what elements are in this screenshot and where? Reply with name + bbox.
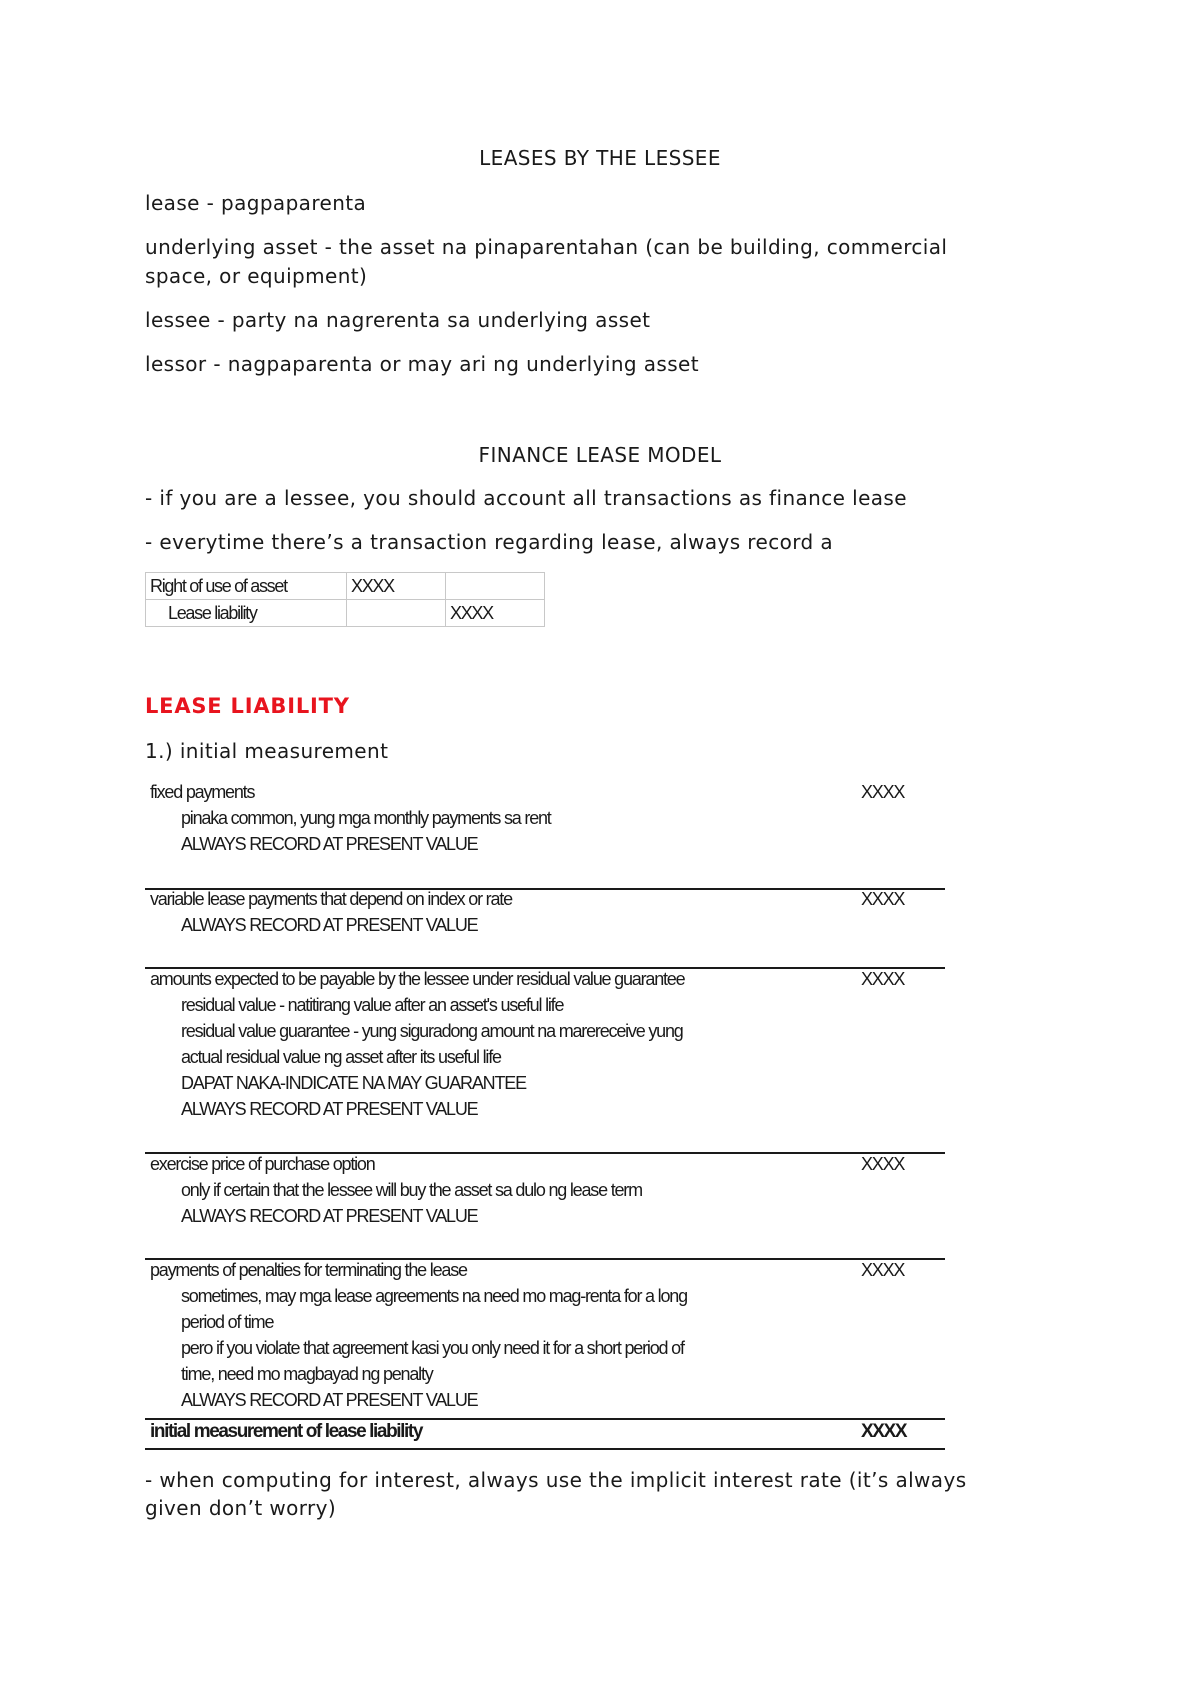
section-note: period of time (181, 1312, 274, 1332)
page-title: LEASES BY THE LESSEE (479, 146, 721, 170)
credit-cell: XXXX (446, 600, 545, 627)
finance-model-bullet-1: - if you are a lessee, you should account all transactions as finance lease (145, 486, 907, 510)
account-cell: Lease liability (146, 600, 347, 627)
section-note: ALWAYS RECORD AT PRESENT VALUE (181, 834, 478, 854)
credit-cell (446, 573, 545, 600)
section-note: pinaka common, yung mga monthly payments sa rent (181, 808, 551, 828)
residual-value-guarantee-section (145, 966, 945, 1122)
finance-model-bullet-2: - everytime there’s a transaction regarding lease, always record a (145, 530, 834, 554)
section-note: ALWAYS RECORD AT PRESENT VALUE (181, 1099, 478, 1119)
purchase-option-section (145, 1151, 945, 1229)
definition-underlying-asset-line1: underlying asset - the asset na pinaparentahan (can be building, commercial (145, 235, 948, 259)
section-amount: XXXX (861, 969, 905, 989)
section-note: only if certain that the lessee will buy the asset sa dulo ng lease term (181, 1180, 642, 1200)
termination-penalties-section (145, 1257, 945, 1413)
section-note: ALWAYS RECORD AT PRESENT VALUE (181, 1206, 478, 1226)
variable-payments-section (145, 886, 945, 938)
total-label: initial measurement of lease liability (150, 1421, 423, 1442)
section-note: DAPAT NAKA-INDICATE NA MAY GUARANTEE (181, 1073, 526, 1093)
definition-underlying-asset-line2: space, or equipment) (145, 264, 368, 288)
interest-note-line2: given don’t worry) (145, 1496, 337, 1520)
section-note: actual residual value ng asset after its useful life (181, 1047, 501, 1067)
total-underline (145, 1448, 945, 1450)
section-amount: XXXX (861, 782, 905, 802)
journal-entry-row (146, 600, 545, 627)
journal-entry-row (146, 573, 545, 600)
section-amount: XXXX (861, 1260, 905, 1280)
interest-note-line1: - when computing for interest, always use the implicit interest rate (it’s always (145, 1468, 967, 1492)
section-note: pero if you violate that agreement kasi you only need it for a short period of (181, 1338, 684, 1358)
section-heading: exercise price of purchase option (150, 1154, 375, 1174)
finance-lease-model-heading: FINANCE LEASE MODEL (478, 443, 722, 467)
section-note: residual value - natitirang value after an asset's useful life (181, 995, 564, 1015)
section-amount: XXXX (861, 1154, 905, 1174)
section-note: ALWAYS RECORD AT PRESENT VALUE (181, 915, 478, 935)
section-heading: fixed payments (150, 782, 255, 802)
section-heading: payments of penalties for terminating the lease (150, 1260, 467, 1280)
definition-lessee: lessee - party na nagrerenta sa underlying asset (145, 308, 651, 332)
section-note: residual value guarantee - yung siguradong amount na marereceive yung (181, 1021, 683, 1041)
total-divider (145, 1418, 945, 1420)
definition-lease: lease - pagpaparenta (145, 191, 367, 215)
account-cell: Right of use of asset (146, 573, 347, 600)
initial-measurement-step: 1.) initial measurement (145, 739, 389, 763)
debit-cell (347, 600, 446, 627)
definition-lessor: lessor - nagpaparenta or may ari ng underlying asset (145, 352, 700, 376)
lease-liability-heading: LEASE LIABILITY (145, 694, 350, 718)
section-note: ALWAYS RECORD AT PRESENT VALUE (181, 1390, 478, 1410)
fixed-payments-section (145, 779, 945, 857)
section-heading: amounts expected to be payable by the lessee under residual value guarantee (150, 969, 685, 989)
total-amount: XXXX (861, 1421, 907, 1442)
section-note: time, need mo magbayad ng penalty (181, 1364, 433, 1384)
section-amount: XXXX (861, 889, 905, 909)
section-note: sometimes, may mga lease agreements na need mo mag-renta for a long (181, 1286, 687, 1306)
debit-cell: XXXX (347, 573, 446, 600)
journal-entry-table (145, 572, 545, 627)
section-heading: variable lease payments that depend on index or rate (150, 889, 512, 909)
